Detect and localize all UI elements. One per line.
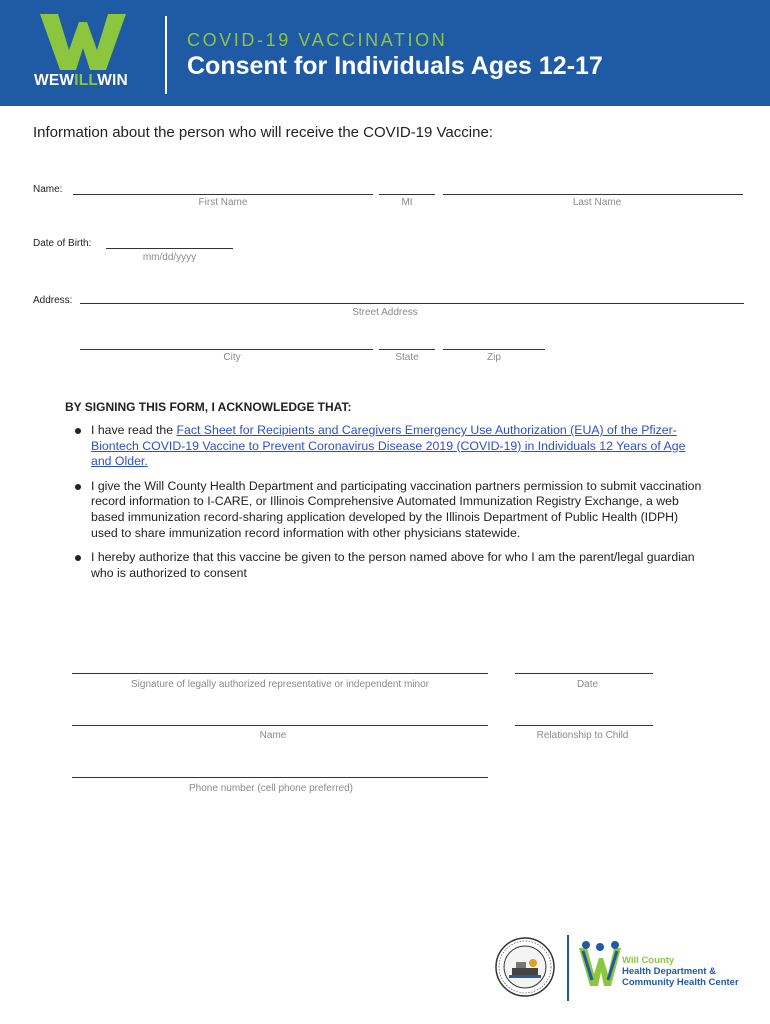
wewillwin-w-logo-icon	[38, 12, 128, 72]
page-title: Consent for Individuals Ages 12-17	[187, 52, 603, 80]
city-hint: City	[223, 352, 241, 363]
intro-text: Information about the person who will receive the COVID-19 Vaccine:	[33, 124, 493, 141]
name-label: Name:	[33, 184, 63, 195]
first-name-field[interactable]	[73, 194, 373, 195]
dob-hint: mm/dd/yyyy	[142, 252, 197, 263]
footer-divider	[567, 935, 569, 1001]
will-county-seal-icon	[495, 937, 555, 997]
acknowledge-item-icare: I give the Will County Health Department and participating vaccination partners permission to submit vaccination record information to I-CARE, or Illinois Comprehensive Automated Immunization Registry Exchange, a web based immunization record-sharing application developed by the Illinois Department of Public Health (IDPH) used to share immunization record information with other physicians statewide.	[74, 479, 704, 541]
dob-label: Date of Birth:	[33, 238, 92, 249]
acknowledge-item-authorize: I hereby authorize that this vaccine be given to the person named above for who I am the parent/legal guardian who is authorized to consent	[74, 550, 704, 581]
street-address-hint: Street Address	[352, 307, 418, 318]
acknowledge-list	[74, 423, 704, 590]
first-name-hint: First Name	[198, 197, 248, 208]
health-department-logo-icon	[577, 940, 623, 988]
middle-initial-hint: MI	[401, 197, 413, 208]
signature-field[interactable]	[72, 673, 488, 674]
zip-hint: Zip	[487, 352, 501, 363]
dob-field[interactable]	[106, 248, 233, 249]
state-field[interactable]	[379, 349, 435, 350]
state-hint: State	[395, 352, 419, 363]
header-divider	[165, 16, 167, 94]
zip-field[interactable]	[443, 349, 545, 350]
street-address-field[interactable]	[80, 303, 744, 304]
phone-field[interactable]	[72, 777, 488, 778]
health-department-name: Will County Health Department & Community Health Center	[622, 955, 739, 988]
date-field[interactable]	[515, 673, 653, 674]
last-name-field[interactable]	[443, 194, 743, 195]
middle-initial-field[interactable]	[379, 194, 435, 195]
date-hint: Date	[576, 679, 599, 690]
wewillwin-logo-text: WEWILLWIN	[34, 72, 128, 89]
relationship-hint: Relationship to Child	[536, 730, 629, 741]
address-label: Address:	[33, 295, 73, 306]
representative-name-hint: Name	[259, 730, 287, 741]
header-banner	[0, 0, 770, 106]
acknowledge-item-fact-sheet: I have read the Fact Sheet for Recipients and Caregivers Emergency Use Authorization (EUA) of the Pfizer-Biontech COVID-19 Vaccine to Prevent Coronavirus Disease 2019 (COVID-19) in Individuals 12 Years of Age and Older.	[74, 423, 704, 470]
fact-sheet-link[interactable]: Fact Sheet for Recipients and Caregivers Emergency Use Authorization (EUA) of the Pfizer-Biontech COVID-19 Vaccine to Prevent Coronavirus Disease 2019 (COVID-19) in Individuals 12 Years of Age and Older.	[91, 423, 686, 469]
representative-name-field[interactable]	[72, 725, 488, 726]
signature-hint: Signature of legally authorized representative or independent minor	[131, 679, 429, 690]
last-name-hint: Last Name	[572, 197, 622, 208]
acknowledge-heading: BY SIGNING THIS FORM, I ACKNOWLEDGE THAT:	[65, 400, 352, 414]
header-supertitle: COVID-19 VACCINATION	[187, 30, 448, 50]
relationship-field[interactable]	[515, 725, 653, 726]
phone-hint: Phone number (cell phone preferred)	[189, 783, 353, 794]
city-field[interactable]	[80, 349, 373, 350]
